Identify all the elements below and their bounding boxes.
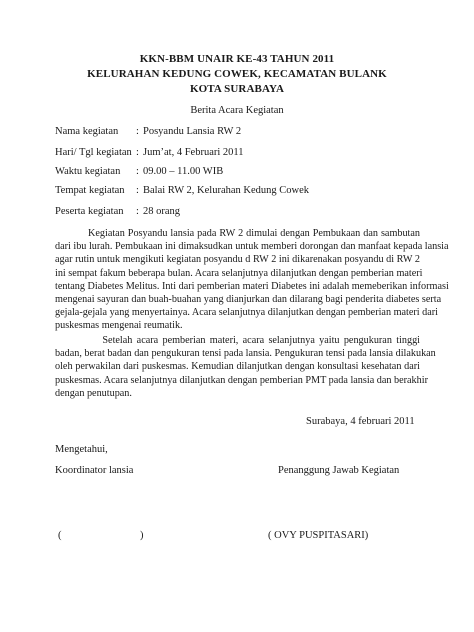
document-subtitle: Berita Acara Kegiatan	[190, 105, 284, 116]
field-value: Balai RW 2, Kelurahan Kedung Cowek	[143, 185, 310, 196]
field-label: Nama kegiatan	[55, 126, 119, 137]
paragraph-line: mengenai sayuran dan buah-buahan yang dianjurkan dan dilarang bagi penderita diabetes serta	[55, 293, 442, 305]
paragraph-line: Setelah acara pemberian materi, acara selanjutnya yaitu pengukuran tinggi	[55, 335, 420, 346]
body-paragraph-1	[55, 227, 449, 333]
field-colon: :	[136, 147, 139, 158]
paragraph-line: agar rutin untuk mengikuti kegiatan posyandu d RW 2 ini dikarenakan posyandu di RW 2	[55, 254, 420, 266]
body-paragraph-2	[55, 334, 436, 400]
field-label: Tempat kegiatan	[55, 185, 125, 196]
field-colon: :	[136, 185, 139, 196]
place-date: Surabaya, 4 februari 2011	[306, 416, 415, 427]
paragraph-line: dengan penutupan.	[55, 387, 132, 399]
field-value: 09.00 – 11.00 WIB	[143, 166, 224, 177]
header-line-3: KOTA SURABAYA	[189, 83, 285, 95]
field-label: Peserta kegiatan	[55, 206, 124, 217]
paragraph-line: oleh perwakilan dari puskesmas. Kemudian dilanjutkan dengan konsultasi kesehatan dari	[55, 361, 420, 373]
coordinator-title: Koordinator lansia	[55, 465, 134, 476]
field-value: Posyandu Lansia RW 2	[143, 126, 242, 137]
paragraph-line: Kegiatan Posyandu lansia pada RW 2 dimulai dengan Pembukaan dan sambutan	[55, 228, 420, 239]
field-value: Jum’at, 4 Februari 2011	[143, 147, 244, 158]
signature-open-paren: (	[58, 530, 62, 541]
paragraph-line: ini sempat fakum beberapa bulan. Acara selanjutnya dilanjutkan dengan pemberian materi	[55, 267, 423, 279]
paragraph-line: tentang Diabetes Melitus. Inti dari pemberian materi Diabetes ini adalah memeberikan informasi	[55, 280, 449, 292]
paragraph-line: badan, berat badan dan pengukuran tensi pada lansia. Pengukuran tensi pada lansia dilakukan	[55, 348, 436, 360]
signature-left	[58, 530, 144, 541]
field-colon: :	[136, 206, 139, 217]
field-label: Waktu kegiatan	[55, 166, 121, 177]
signature-close-paren: )	[140, 530, 144, 541]
header-line-2: KELURAHAN KEDUNG COWEK, KECAMATAN BULANK	[87, 68, 387, 80]
signature-right: ( OVY PUSPITASARI)	[268, 530, 369, 541]
field-colon: :	[136, 126, 139, 137]
paragraph-line: gejala-gejala yang menyertainya. Acara selanjutnya dilanjutkan dengan pemberian materi dari	[55, 307, 438, 319]
paragraph-line: dari ibu lurah. Pembukaan ini dimaksudkan untuk memberi dorongan dan manfaat kepada lansia	[55, 241, 449, 253]
field-label: Hari/ Tgl kegiatan	[55, 147, 132, 158]
acknowledge-label: Mengetahui,	[55, 444, 108, 455]
paragraph-line: puskesmas mengenai reumatik.	[55, 320, 183, 332]
header-line-1: KKN-BBM UNAIR KE-43 TAHUN 2011	[139, 53, 335, 65]
paragraph-line: puskesmas. Acara selanjutnya dilanjutkan dengan pemberian PMT pada lansia dan berakhir	[55, 374, 428, 386]
field-colon: :	[136, 166, 139, 177]
field-value: 28 orang	[143, 206, 181, 217]
responsible-title: Penanggung Jawab Kegiatan	[278, 465, 400, 476]
